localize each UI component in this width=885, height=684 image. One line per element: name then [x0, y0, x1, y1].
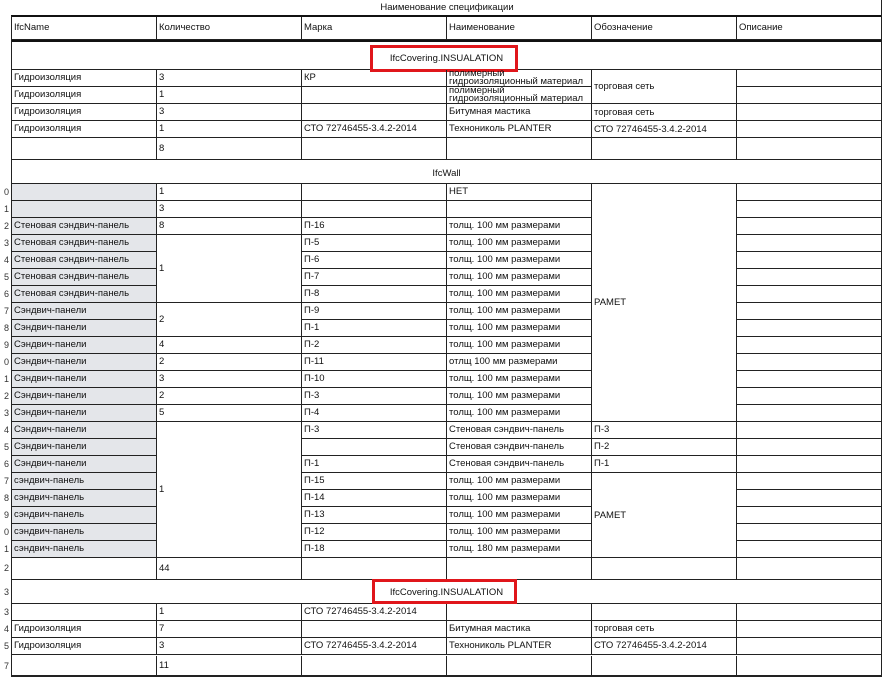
- quantity-cell[interactable]: 1: [157, 235, 302, 303]
- group-total[interactable]: 8: [157, 138, 302, 160]
- title-cell[interactable]: толщ. 100 мм размерами: [447, 303, 592, 320]
- ifcname-cell[interactable]: Сэндвич-панели: [12, 371, 157, 388]
- title-cell[interactable]: Стеновая сэндвич-панель: [447, 439, 592, 456]
- title-cell[interactable]: Технониколь PLANTER: [447, 638, 592, 655]
- title-cell[interactable]: толщ. 100 мм размерами: [447, 388, 592, 405]
- mark-cell[interactable]: П-12: [302, 524, 447, 541]
- group-header-wall: IfcWall: [12, 164, 882, 184]
- row-number: 0: [3, 527, 9, 537]
- designation-cell[interactable]: [592, 604, 737, 621]
- description-cell[interactable]: [737, 541, 882, 558]
- mark-cell[interactable]: П-11: [302, 354, 447, 371]
- description-cell[interactable]: [737, 235, 882, 252]
- designation-cell[interactable]: П-2: [592, 439, 737, 456]
- ifcname-cell[interactable]: Стеновая сэндвич-панель: [12, 286, 157, 303]
- ifcname-cell[interactable]: Стеновая сэндвич-панель: [12, 269, 157, 286]
- quantity-cell[interactable]: 3: [157, 371, 302, 388]
- designation-cell[interactable]: СТО 72746455-3.4.2-2014: [592, 638, 737, 655]
- row-number: 2: [3, 221, 9, 231]
- row-number: 1: [3, 374, 9, 384]
- ifcname-cell[interactable]: Гидроизоляция: [12, 621, 157, 638]
- quantity-cell[interactable]: 3: [157, 70, 302, 87]
- ifcname-cell[interactable]: Сэндвич-панели: [12, 405, 157, 422]
- ifcname-cell[interactable]: сэндвич-панель: [12, 490, 157, 507]
- description-cell[interactable]: [737, 456, 882, 473]
- ifcname-cell[interactable]: Сэндвич-панели: [12, 439, 157, 456]
- description-cell[interactable]: [737, 286, 882, 303]
- title-cell[interactable]: Битумная мастика: [447, 104, 592, 121]
- row-number: 8: [3, 323, 9, 333]
- mark-cell[interactable]: П-3: [302, 388, 447, 405]
- description-cell[interactable]: [737, 201, 882, 218]
- designation-cell[interactable]: СТО 72746455-3.4.2-2014: [592, 121, 737, 138]
- description-cell[interactable]: [737, 218, 882, 235]
- table-cell[interactable]: [447, 138, 592, 160]
- ifcname-cell[interactable]: Стеновая сэндвич-панель: [12, 235, 157, 252]
- designation-cell[interactable]: П-3: [592, 422, 737, 439]
- description-cell[interactable]: [737, 507, 882, 524]
- title-cell[interactable]: толщ. 100 мм размерами: [447, 473, 592, 490]
- description-cell[interactable]: [737, 252, 882, 269]
- title-cell[interactable]: отлщ 100 мм размерами: [447, 354, 592, 371]
- row-number: 5: [3, 641, 9, 651]
- table-cell[interactable]: [302, 558, 447, 580]
- description-cell[interactable]: [737, 70, 882, 87]
- ifcname-cell[interactable]: Гидроизоляция: [12, 121, 157, 138]
- mark-cell[interactable]: П-8: [302, 286, 447, 303]
- ifcname-cell[interactable]: Сэндвич-панели: [12, 422, 157, 439]
- title-cell[interactable]: толщ. 100 мм размерами: [447, 218, 592, 235]
- group-total[interactable]: 11: [157, 656, 302, 676]
- quantity-cell[interactable]: 4: [157, 337, 302, 354]
- description-cell[interactable]: [737, 184, 882, 201]
- mark-cell[interactable]: [302, 621, 447, 638]
- description-cell[interactable]: [737, 422, 882, 439]
- ifcname-cell[interactable]: Сэндвич-панели: [12, 303, 157, 320]
- ifcname-cell[interactable]: Сэндвич-панели: [12, 388, 157, 405]
- title-cell[interactable]: толщ. 100 мм размерами: [447, 235, 592, 252]
- designation-cell[interactable]: торговая сеть: [592, 621, 737, 638]
- ifcname-cell[interactable]: Сэндвич-панели: [12, 320, 157, 337]
- quantity-cell[interactable]: 2: [157, 354, 302, 371]
- description-cell[interactable]: [737, 524, 882, 541]
- mark-cell[interactable]: П-4: [302, 405, 447, 422]
- row-number: 9: [3, 340, 9, 350]
- row-number: 1: [3, 544, 9, 554]
- table-cell[interactable]: [12, 656, 157, 676]
- mark-cell[interactable]: П-3: [302, 422, 447, 439]
- col-header-title[interactable]: Наименование: [447, 17, 592, 40]
- quantity-cell[interactable]: 2: [157, 303, 302, 337]
- row-number: 7: [3, 476, 9, 486]
- col-header-designation[interactable]: Обозначение: [592, 17, 737, 40]
- mark-cell[interactable]: П-16: [302, 218, 447, 235]
- title-cell[interactable]: толщ. 100 мм размерами: [447, 286, 592, 303]
- row-number: 2: [3, 391, 9, 401]
- group-header-insulation: IfcCovering.INSUALATION: [12, 48, 882, 70]
- ifcname-cell[interactable]: Стеновая сэндвич-панель: [12, 218, 157, 235]
- description-cell[interactable]: [737, 337, 882, 354]
- col-header-quantity[interactable]: Количество: [157, 17, 302, 40]
- row-number: 4: [3, 255, 9, 265]
- title-cell[interactable]: толщ. 100 мм размерами: [447, 405, 592, 422]
- mark-cell[interactable]: П-14: [302, 490, 447, 507]
- row-number: 0: [3, 187, 9, 197]
- table-cell[interactable]: [592, 656, 737, 676]
- table-cell[interactable]: [737, 138, 882, 160]
- col-header-ifcname[interactable]: IfcName: [12, 17, 157, 40]
- ifcname-cell[interactable]: сэндвич-панель: [12, 541, 157, 558]
- description-cell[interactable]: [737, 638, 882, 655]
- quantity-cell[interactable]: 2: [157, 388, 302, 405]
- ifcname-cell[interactable]: Сэндвич-панели: [12, 456, 157, 473]
- quantity-cell[interactable]: 3: [157, 201, 302, 218]
- mark-cell[interactable]: П-15: [302, 473, 447, 490]
- title-line: полимерный: [449, 70, 505, 79]
- row-number: 5: [3, 272, 9, 282]
- title-cell[interactable]: НЕТ: [447, 184, 592, 201]
- description-cell[interactable]: [737, 473, 882, 490]
- quantity-cell[interactable]: 1: [157, 121, 302, 138]
- quantity-cell[interactable]: 1: [157, 87, 302, 104]
- description-cell[interactable]: [737, 354, 882, 371]
- title-cell[interactable]: Стеновая сэндвич-панель: [447, 422, 592, 439]
- mark-cell[interactable]: СТО 72746455-3.4.2-2014: [302, 604, 447, 621]
- row-number: 4: [3, 624, 9, 634]
- ifcname-cell[interactable]: Гидроизоляция: [12, 638, 157, 655]
- title-cell[interactable]: толщ. 100 мм размерами: [447, 269, 592, 286]
- mark-cell[interactable]: П-13: [302, 507, 447, 524]
- title-cell[interactable]: толщ. 100 мм размерами: [447, 524, 592, 541]
- table-cell[interactable]: [592, 138, 737, 160]
- quantity-cell[interactable]: 1: [157, 422, 302, 558]
- description-cell[interactable]: [737, 490, 882, 507]
- row-number: 3: [3, 587, 9, 597]
- sheet-bottom-border: [11, 676, 882, 677]
- mark-cell[interactable]: [302, 104, 447, 121]
- table-cell[interactable]: [12, 138, 157, 160]
- mark-cell[interactable]: П-2: [302, 337, 447, 354]
- title-cell[interactable]: толщ. 100 мм размерами: [447, 337, 592, 354]
- mark-cell[interactable]: П-1: [302, 320, 447, 337]
- ifcname-cell[interactable]: Стеновая сэндвич-панель: [12, 252, 157, 269]
- quantity-cell[interactable]: 7: [157, 621, 302, 638]
- mark-cell[interactable]: П-1: [302, 456, 447, 473]
- row-number: 6: [3, 459, 9, 469]
- description-cell[interactable]: [737, 87, 882, 104]
- group-total[interactable]: 44: [157, 558, 302, 580]
- header-rule: [11, 40, 882, 42]
- table-cell[interactable]: [12, 558, 157, 580]
- description-cell[interactable]: [737, 320, 882, 337]
- table-cell[interactable]: [737, 558, 882, 580]
- mark-cell[interactable]: П-6: [302, 252, 447, 269]
- ifcname-cell[interactable]: Сэндвич-панели: [12, 337, 157, 354]
- row-number: 3: [3, 607, 9, 617]
- description-cell[interactable]: [737, 388, 882, 405]
- table-cell[interactable]: [302, 656, 447, 676]
- description-cell[interactable]: [737, 269, 882, 286]
- row-number: 6: [3, 289, 9, 299]
- designation-cell[interactable]: П-1: [592, 456, 737, 473]
- spec-title: Наименование спецификации: [380, 2, 514, 13]
- title-cell[interactable]: [447, 604, 592, 621]
- row-number: 0: [3, 357, 9, 367]
- description-cell[interactable]: [737, 104, 882, 121]
- mark-cell[interactable]: П-7: [302, 269, 447, 286]
- title-cell[interactable]: [447, 70, 592, 87]
- table-cell[interactable]: [592, 558, 737, 580]
- title-cell[interactable]: Стеновая сэндвич-панель: [447, 456, 592, 473]
- row-number: 8: [3, 493, 9, 503]
- row-number: 2: [3, 563, 9, 573]
- group-header-insulation: IfcCovering.INSUALATION: [12, 582, 882, 604]
- title-cell[interactable]: [447, 201, 592, 218]
- title-line: полимерный: [449, 87, 505, 96]
- description-cell[interactable]: [737, 303, 882, 320]
- mark-cell[interactable]: [302, 87, 447, 104]
- table-cell[interactable]: [447, 558, 592, 580]
- ifcname-cell[interactable]: сэндвич-панель: [12, 473, 157, 490]
- mark-cell[interactable]: КР: [302, 70, 447, 87]
- mark-cell[interactable]: П-18: [302, 541, 447, 558]
- row-number: 5: [3, 442, 9, 452]
- ifcname-cell[interactable]: сэндвич-панель: [12, 524, 157, 541]
- sheet-left-border: [11, 16, 12, 677]
- ifcname-cell[interactable]: [12, 604, 157, 621]
- row-number: 1: [3, 204, 9, 214]
- title-line: гидроизоляционный материал: [449, 93, 584, 104]
- description-cell[interactable]: [737, 621, 882, 638]
- designation-cell[interactable]: РАМЕТ: [592, 184, 737, 422]
- mark-cell[interactable]: СТО 72746455-3.4.2-2014: [302, 121, 447, 138]
- description-cell[interactable]: [737, 439, 882, 456]
- mark-cell[interactable]: П-10: [302, 371, 447, 388]
- sheet-right-border: [881, 0, 882, 677]
- quantity-cell[interactable]: 3: [157, 638, 302, 655]
- table-cell[interactable]: [447, 656, 592, 676]
- title-cell[interactable]: Технониколь PLANTER: [447, 121, 592, 138]
- description-cell[interactable]: [737, 604, 882, 621]
- table-cell[interactable]: [302, 138, 447, 160]
- col-header-description[interactable]: Описание: [737, 17, 882, 40]
- row-number: 3: [3, 238, 9, 248]
- quantity-cell[interactable]: 8: [157, 218, 302, 235]
- ifcname-cell[interactable]: Гидроизоляция: [12, 70, 157, 87]
- table-cell[interactable]: [737, 656, 882, 676]
- quantity-cell[interactable]: 1: [157, 184, 302, 201]
- quantity-cell[interactable]: 5: [157, 405, 302, 422]
- mark-cell[interactable]: [302, 201, 447, 218]
- title-cell[interactable]: Битумная мастика: [447, 621, 592, 638]
- ifcname-cell[interactable]: Гидроизоляция: [12, 87, 157, 104]
- designation-cell[interactable]: торговая сеть: [592, 70, 737, 104]
- title-cell[interactable]: толщ. 100 мм размерами: [447, 371, 592, 388]
- mark-cell[interactable]: П-5: [302, 235, 447, 252]
- description-cell[interactable]: [737, 405, 882, 422]
- ifcname-cell[interactable]: сэндвич-панель: [12, 507, 157, 524]
- title-cell[interactable]: толщ. 100 мм размерами: [447, 252, 592, 269]
- ifcname-cell[interactable]: Сэндвич-панели: [12, 354, 157, 371]
- designation-cell[interactable]: торговая сеть: [592, 104, 737, 121]
- mark-cell[interactable]: [302, 439, 447, 456]
- ifcname-cell[interactable]: [12, 184, 157, 201]
- designation-cell[interactable]: РАМЕТ: [592, 473, 737, 558]
- row-number: 7: [3, 306, 9, 316]
- row-number: 4: [3, 425, 9, 435]
- row-number: 7: [3, 661, 9, 671]
- row-number: 3: [3, 408, 9, 418]
- row-number: 9: [3, 510, 9, 520]
- title-line: гидроизоляционный материал: [449, 76, 584, 87]
- ifcname-cell[interactable]: Гидроизоляция: [12, 104, 157, 121]
- ifcname-cell[interactable]: [12, 201, 157, 218]
- title-cell[interactable]: толщ. 100 мм размерами: [447, 507, 592, 524]
- quantity-cell[interactable]: 1: [157, 604, 302, 621]
- description-cell[interactable]: [737, 121, 882, 138]
- quantity-cell[interactable]: 3: [157, 104, 302, 121]
- title-cell[interactable]: толщ. 100 мм размерами: [447, 490, 592, 507]
- mark-cell[interactable]: СТО 72746455-3.4.2-2014: [302, 638, 447, 655]
- description-cell[interactable]: [737, 371, 882, 388]
- col-header-mark[interactable]: Марка: [302, 17, 447, 40]
- title-cell[interactable]: толщ. 100 мм размерами: [447, 320, 592, 337]
- mark-cell[interactable]: [302, 184, 447, 201]
- title-cell[interactable]: толщ. 180 мм размерами: [447, 541, 592, 558]
- title-cell[interactable]: [447, 87, 592, 104]
- mark-cell[interactable]: П-9: [302, 303, 447, 320]
